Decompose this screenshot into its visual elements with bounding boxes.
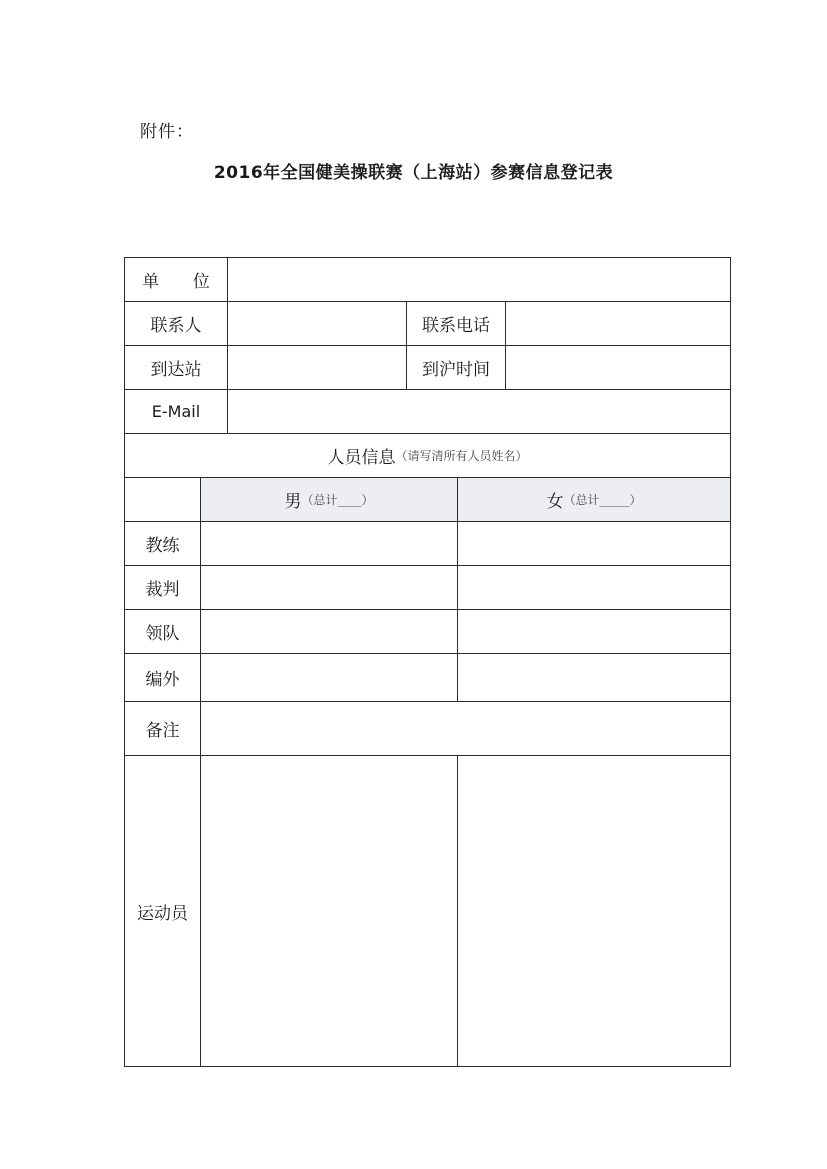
athletes-female-field[interactable] (457, 755, 731, 1067)
remarks-field[interactable] (200, 701, 731, 756)
personnel-label: 人员信息 (327, 448, 396, 468)
coach-male-field[interactable] (200, 521, 458, 566)
personnel-note: （请写清所有人员姓名） (395, 449, 528, 463)
remarks-label: 备注 (124, 701, 201, 756)
leader-female-field[interactable] (457, 609, 731, 654)
referee-male-field[interactable] (200, 565, 458, 610)
male-label: 男 (284, 492, 302, 512)
athletes-male-field[interactable] (200, 755, 458, 1067)
arrival-time-label: 到沪时间 (406, 345, 506, 390)
female-header (457, 477, 731, 522)
athletes-label: 运动员 (124, 755, 201, 1067)
male-note: （总计____） (301, 493, 374, 507)
personnel-header (124, 433, 731, 478)
extra-male-field[interactable] (200, 653, 458, 702)
phone-field[interactable] (505, 301, 731, 346)
contact-label: 联系人 (124, 301, 228, 346)
female-note: （总计_____） (563, 493, 642, 507)
station-field[interactable] (227, 345, 407, 390)
leader-label: 领队 (124, 609, 201, 654)
leader-male-field[interactable] (200, 609, 458, 654)
station-label: 到达站 (124, 345, 228, 390)
coach-female-field[interactable] (457, 521, 731, 566)
gender-corner-cell (124, 477, 201, 522)
extra-label: 编外 (124, 653, 201, 702)
phone-label: 联系电话 (406, 301, 506, 346)
contact-field[interactable] (227, 301, 407, 346)
coach-label: 教练 (124, 521, 201, 566)
email-label: E-Mail (124, 389, 228, 434)
unit-field[interactable] (227, 257, 731, 302)
referee-label: 裁判 (124, 565, 201, 610)
female-label: 女 (546, 492, 564, 512)
arrival-time-field[interactable] (505, 345, 731, 390)
form-title: 2016年全国健美操联赛（上海站）参赛信息登记表 (213, 163, 614, 183)
referee-female-field[interactable] (457, 565, 731, 610)
unit-label-cell (124, 257, 228, 302)
extra-female-field[interactable] (457, 653, 731, 702)
attachment-label: 附件： (140, 122, 194, 142)
male-header (200, 477, 458, 522)
email-field[interactable] (227, 389, 731, 434)
unit-label: 单 位 (142, 272, 224, 292)
